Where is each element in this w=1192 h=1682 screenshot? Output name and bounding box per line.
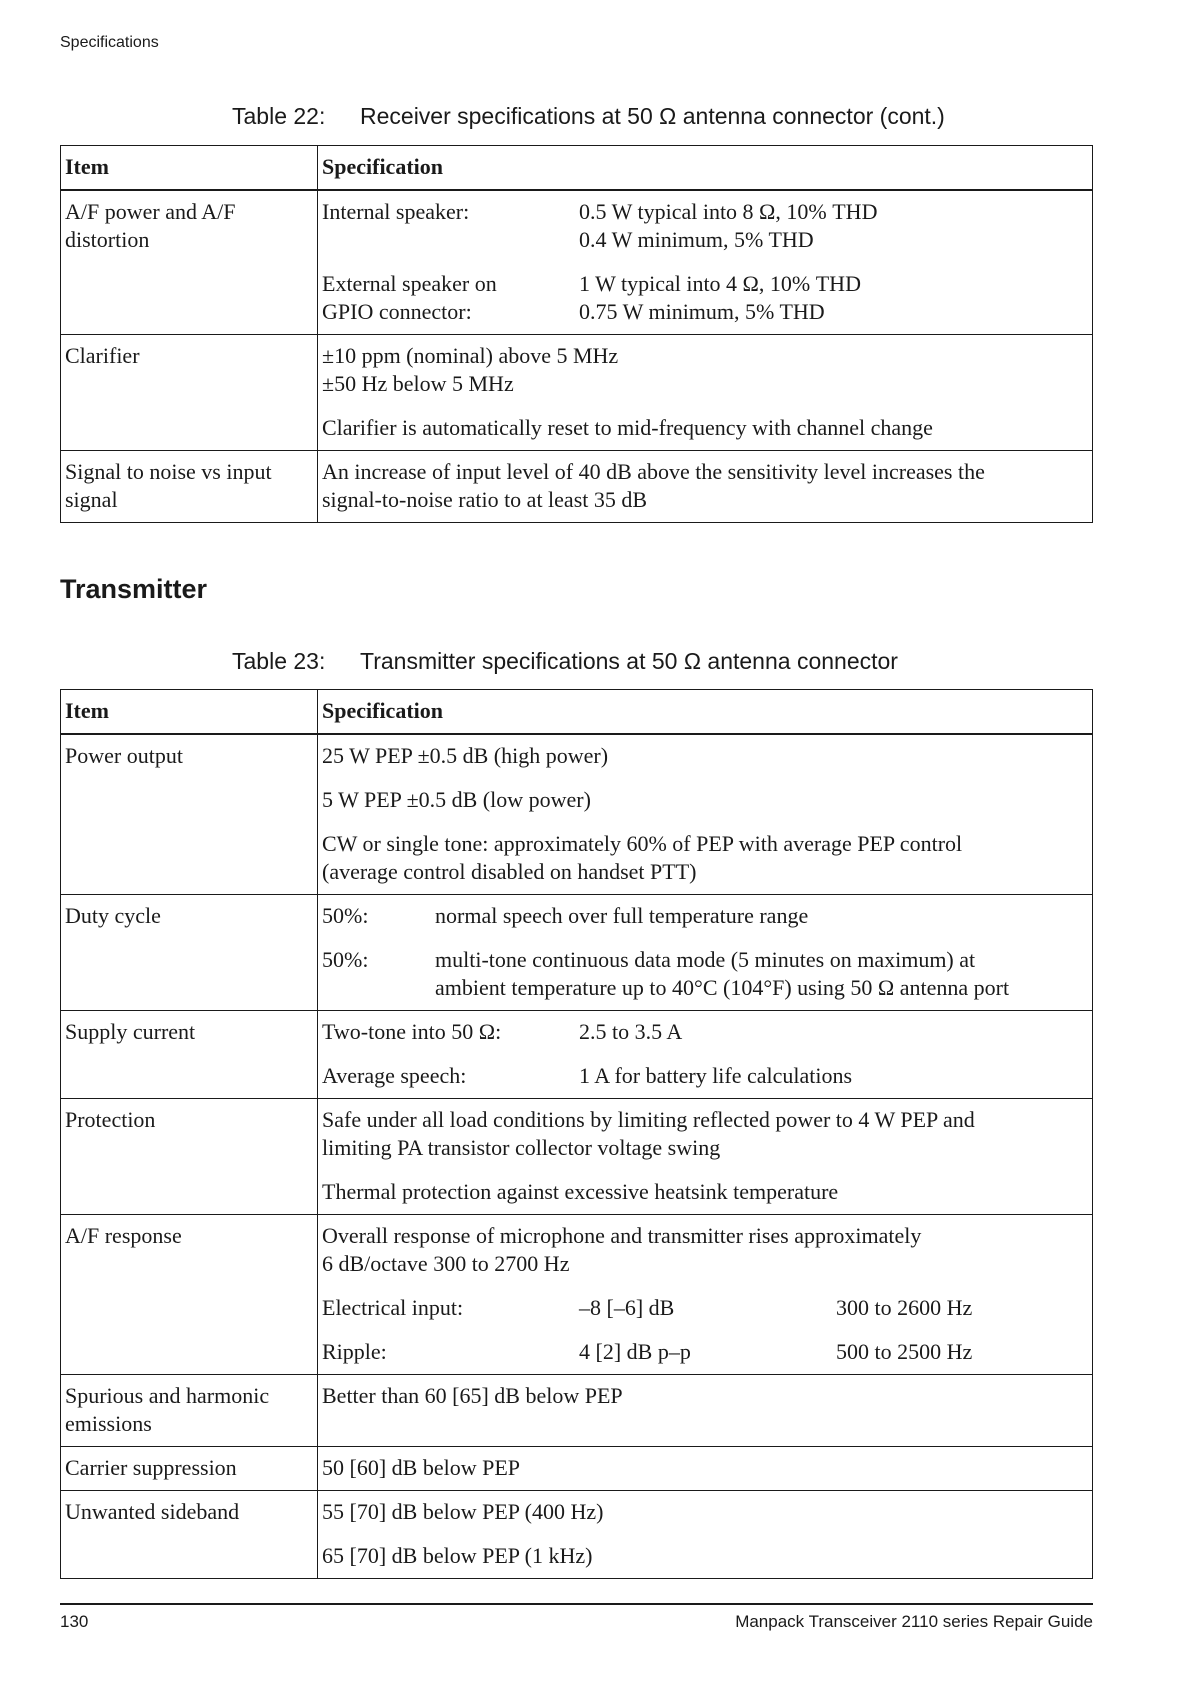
- guide-title: Manpack Transceiver 2110 series Repair Guide: [735, 1612, 1093, 1631]
- spec-value: –8 [–6] dB: [579, 1295, 675, 1320]
- footer-divider: [60, 1603, 1093, 1605]
- table-header-row: [61, 690, 1093, 735]
- table-row: [61, 451, 1093, 523]
- table23-caption: [232, 648, 898, 675]
- column-header-specification: Specification: [318, 146, 1093, 191]
- spec-line: 5 W PEP ±0.5 dB (low power): [322, 787, 591, 812]
- row-item: Signal to noise vs input signal: [61, 451, 318, 523]
- table22-title: Receiver specifications at 50 Ω antenna connector (cont.): [360, 103, 945, 129]
- table22-caption: [232, 103, 945, 130]
- column-header-specification: Specification: [318, 690, 1093, 735]
- table23: [60, 689, 1093, 1579]
- spec-line: Clarifier is automatically reset to mid-frequency with channel change: [322, 415, 933, 440]
- spec-line: ±10 ppm (nominal) above 5 MHz: [322, 343, 619, 368]
- spec-label: 50%:: [322, 947, 369, 972]
- row-specification: [318, 335, 1093, 451]
- table-row: [61, 734, 1093, 895]
- row-specification: [318, 1447, 1093, 1491]
- spec-value: multi-tone continuous data mode (5 minutes on maximum) at: [435, 947, 976, 972]
- row-item: Power output: [61, 734, 318, 895]
- row-item-line: emissions: [65, 1411, 152, 1436]
- table-row: [61, 1375, 1093, 1447]
- row-item: A/F response: [61, 1215, 318, 1375]
- row-specification: [318, 734, 1093, 895]
- spec-value: 1 W typical into 4 Ω, 10% THD: [579, 271, 861, 296]
- spec-line: ±50 Hz below 5 MHz: [322, 371, 514, 396]
- spec-value: 1 A for battery life calculations: [579, 1063, 853, 1088]
- spec-label: GPIO connector:: [322, 299, 472, 324]
- page-number: 130: [60, 1612, 89, 1631]
- spec-line: Overall response of microphone and transmitter rises approximately: [322, 1223, 922, 1248]
- row-specification: [318, 190, 1093, 335]
- table-row: [61, 190, 1093, 335]
- row-specification: [318, 1215, 1093, 1375]
- table-row: [61, 895, 1093, 1011]
- running-head: Specifications: [60, 34, 159, 51]
- table22: [60, 145, 1093, 523]
- spec-value: 4 [2] dB p–p: [579, 1339, 691, 1364]
- spec-line: Better than 60 [65] dB below PEP: [322, 1383, 623, 1408]
- table-row: [61, 1215, 1093, 1375]
- row-item: Carrier suppression: [61, 1447, 318, 1491]
- spec-value: normal speech over full temperature range: [435, 903, 809, 928]
- column-header-item: Item: [61, 146, 318, 191]
- table-header-row: [61, 146, 1093, 191]
- row-specification: [318, 451, 1093, 523]
- table23-title: Transmitter specifications at 50 Ω antenna connector: [360, 648, 898, 674]
- row-specification: [318, 1375, 1093, 1447]
- spec-line: 55 [70] dB below PEP (400 Hz): [322, 1499, 604, 1524]
- spec-line: limiting PA transistor collector voltage swing: [322, 1135, 721, 1160]
- row-item: A/F power and A/F distortion: [61, 190, 318, 335]
- row-item-line: Spurious and harmonic: [65, 1383, 270, 1408]
- spec-line: 25 W PEP ±0.5 dB (high power): [322, 743, 609, 768]
- table-row: [61, 1447, 1093, 1491]
- row-specification: [318, 1491, 1093, 1579]
- spec-label: Internal speaker:: [322, 199, 470, 224]
- row-specification: [318, 1011, 1093, 1099]
- row-specification: [318, 895, 1093, 1011]
- spec-label: 50%:: [322, 903, 369, 928]
- column-header-item: Item: [61, 690, 318, 735]
- spec-range: 300 to 2600 Hz: [836, 1295, 973, 1320]
- spec-range: 500 to 2500 Hz: [836, 1339, 973, 1364]
- spec-line: An increase of input level of 40 dB above the sensitivity level increases the: [322, 459, 985, 484]
- spec-value: 0.75 W minimum, 5% THD: [579, 299, 825, 324]
- row-item: Supply current: [61, 1011, 318, 1099]
- table-row: [61, 1011, 1093, 1099]
- spec-label: Ripple:: [322, 1339, 387, 1364]
- table-row: [61, 335, 1093, 451]
- table-row: [61, 1491, 1093, 1579]
- spec-line: (average control disabled on handset PTT): [322, 859, 697, 884]
- row-item: Protection: [61, 1099, 318, 1215]
- spec-value: ambient temperature up to 40°C (104°F) using 50 Ω antenna port: [435, 975, 1010, 1000]
- spec-value: 0.4 W minimum, 5% THD: [579, 227, 814, 252]
- table23-number: Table 23:: [232, 648, 326, 674]
- row-item: Duty cycle: [61, 895, 318, 1011]
- spec-line: Thermal protection against excessive heatsink temperature: [322, 1179, 839, 1204]
- section-title-transmitter: Transmitter: [60, 574, 208, 604]
- spec-label: Two-tone into 50 Ω:: [322, 1019, 502, 1044]
- spec-value: 2.5 to 3.5 A: [579, 1019, 683, 1044]
- spec-label: Average speech:: [322, 1063, 467, 1088]
- spec-line: 65 [70] dB below PEP (1 kHz): [322, 1543, 593, 1568]
- row-item: Clarifier: [61, 335, 318, 451]
- row-specification: [318, 1099, 1093, 1215]
- row-item: Unwanted sideband: [61, 1491, 318, 1579]
- spec-line: 50 [60] dB below PEP: [322, 1455, 520, 1480]
- table-row: [61, 1099, 1093, 1215]
- spec-value: 0.5 W typical into 8 Ω, 10% THD: [579, 199, 878, 224]
- spec-label: External speaker on: [322, 271, 497, 296]
- spec-line: Safe under all load conditions by limiting reflected power to 4 W PEP and: [322, 1107, 975, 1132]
- row-item: [61, 1375, 318, 1447]
- table22-number: Table 22:: [232, 103, 326, 129]
- spec-line: signal-to-noise ratio to at least 35 dB: [322, 487, 648, 512]
- spec-label: Electrical input:: [322, 1295, 464, 1320]
- spec-line: CW or single tone: approximately 60% of PEP with average PEP control: [322, 831, 963, 856]
- spec-line: 6 dB/octave 300 to 2700 Hz: [322, 1251, 570, 1276]
